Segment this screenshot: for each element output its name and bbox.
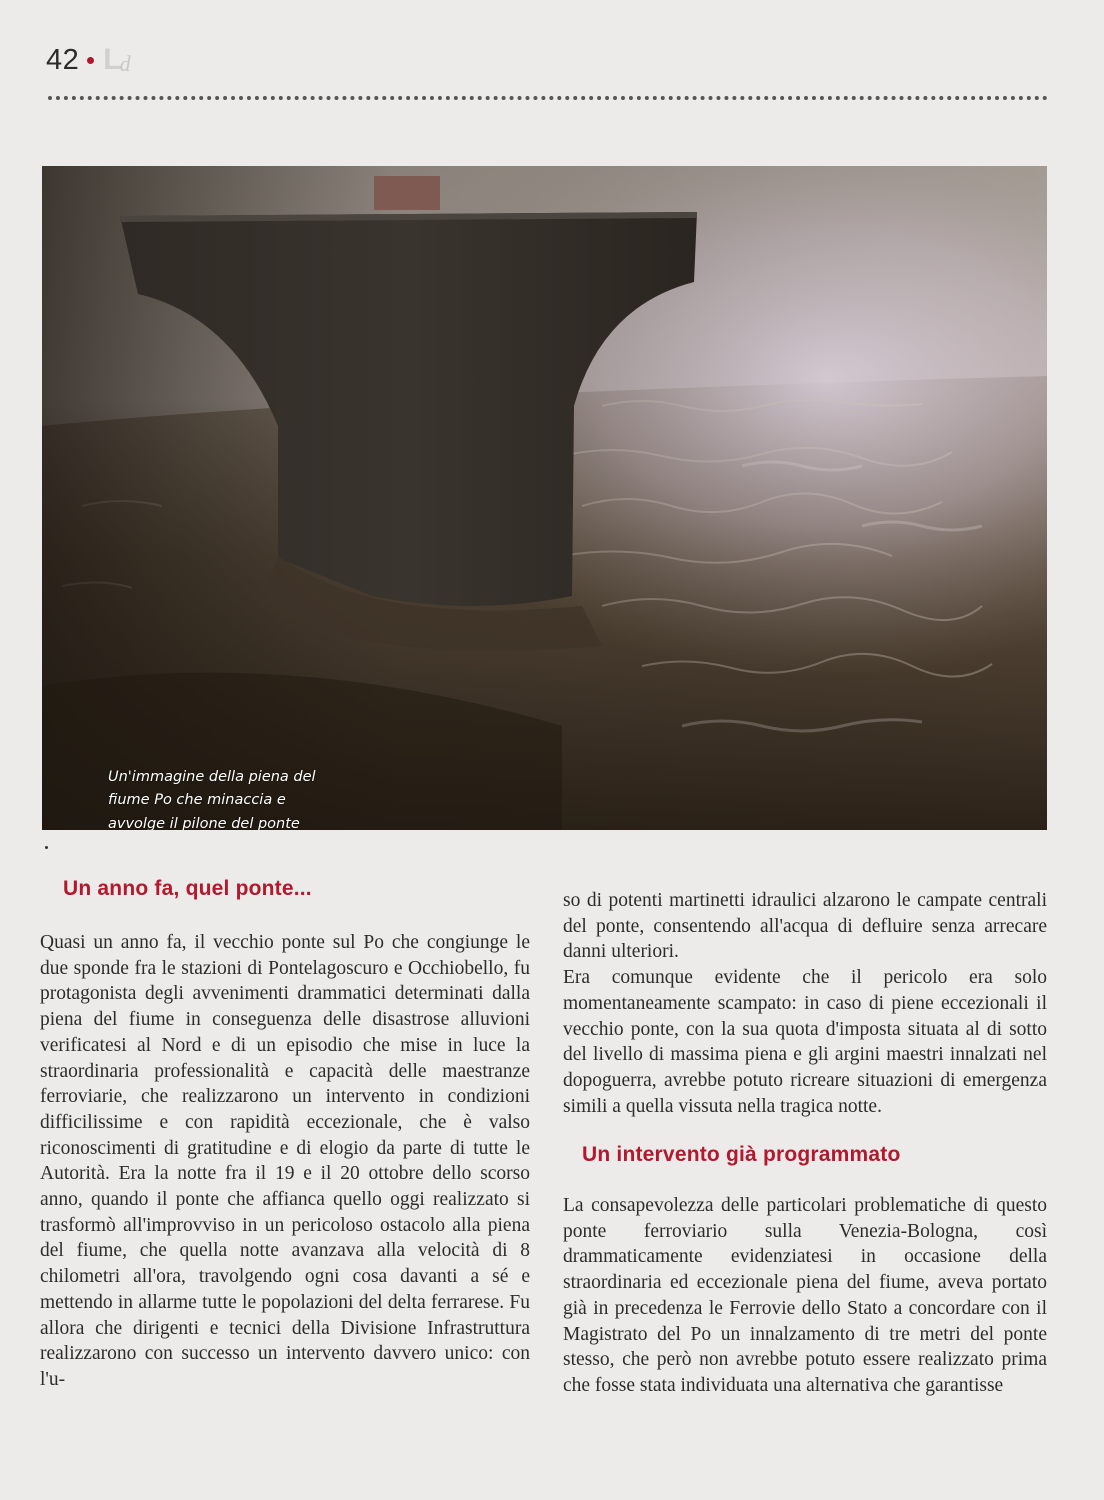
article-paragraph: so di potenti martinetti idraulici alzarono le campate centrali del ponte, consentendo all'acqua di defluire senza arrecare danni ulteriori. <box>563 890 1047 963</box>
article-column-1 <box>40 930 530 1393</box>
page-header <box>46 38 131 82</box>
logo-suffix: d <box>119 51 131 76</box>
section-heading-1: Un anno fa, quel ponte... <box>63 877 312 900</box>
magazine-logo <box>103 45 130 75</box>
header-dotted-rule <box>48 96 1048 100</box>
logo-letter: L <box>103 43 122 76</box>
article-paragraph: Quasi un anno fa, il vecchio ponte sul Po che congiunge le due sponde fra le stazioni di Pontelagoscuro e Occhiobello, fu protagonista degli avvenimenti drammatici determinati dalla piena del fiume in conseguenza delle disastrose alluvioni verificatesi al Nord e di un episodio che mise in luce la straordinaria professionalità e capacità delle maestranze ferroviarie, che realizzarono un intervento in condizioni difficilissime e con rapidità eccezionale, che è valso riconoscimenti di gratitudine e di elogio da parte di tutte le Autorità. Era la notte fra il 19 e il 20 ottobre dello scorso anno, quando il ponte che affianca quello oggi realizzato si trasformò all'improvviso in un pericoloso ostacolo alla piena del fiume, che quella notte avanzava alla velocità di 8 chilometri all'ora, travolgendo ogni cosa davanti a sé e mettendo in allarme tutte le popolazioni del delta ferrarese. Fu allora che dirigenti e tecnici della Divisione Infrastruttura realizzarono con successo un intervento davvero unico: con l'u- <box>40 932 530 1390</box>
photo-caption: Un'immagine della piena del fiume Po che minaccia e avvolge il pilone del ponte <box>108 769 316 830</box>
flood-river-image <box>42 166 1047 830</box>
article-paragraph: La consapevolezza delle particolari problematiche di questo ponte ferroviario sulla Venezia-Bologna, così drammaticamente evidenziatesi in occasione della straordinaria ed eccezionale piena del fiume, aveva portato già in precedenza le Ferrovie dello Stato a concordare con il Magistrato del Po un innalzamento di tre metri del ponte stesso, che però non avrebbe potuto essere realizzato prima che fosse stata individuata una alternativa che garantisse <box>563 1195 1047 1396</box>
print-speck <box>45 846 48 849</box>
page-number: 42 <box>46 43 80 76</box>
section-heading-2: Un intervento già programmato <box>582 1143 901 1166</box>
separator-dot-icon <box>87 57 94 64</box>
article-column-2-top <box>563 888 1047 1119</box>
bridge-pier-photo <box>42 166 1047 830</box>
article-paragraph: Era comunque evidente che il pericolo era solo momentaneamente scampato: in caso di piene eccezionali il vecchio ponte, con la sua quota d'imposta situata al di sotto del livello di massima piena e gli argini maestri innalzati nel dopoguerra, avrebbe potuto ricreare situazioni di emergenza simili a quella vissuta nella tragica notte. <box>563 967 1047 1117</box>
article-column-2-bottom <box>563 1193 1047 1399</box>
